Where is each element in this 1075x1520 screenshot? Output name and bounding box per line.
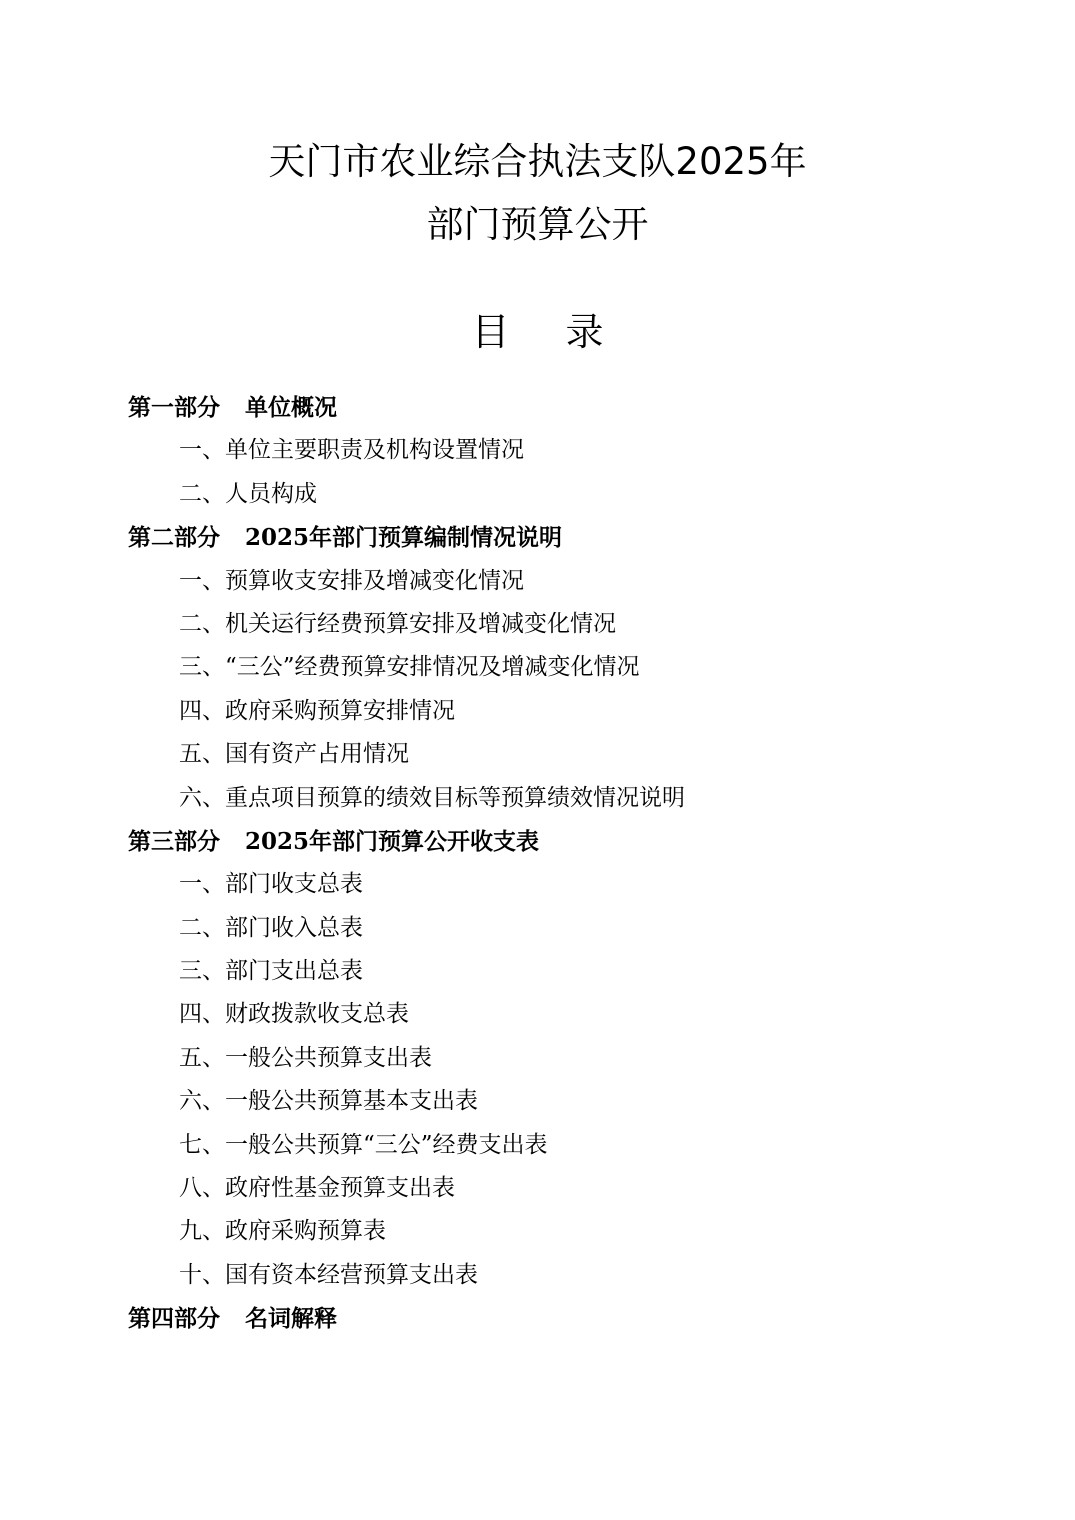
toc-heading: 目录 — [471, 310, 660, 354]
toc-item[interactable]: 二、机关运行经费预算安排及增减变化情况 — [179, 610, 616, 637]
toc-part-4[interactable] — [0, 1297, 1075, 1340]
toc-item[interactable]: 五、国有资产占用情况 — [179, 741, 409, 768]
part-label: 第一部分 — [128, 394, 220, 421]
toc-part-3[interactable] — [0, 820, 1075, 863]
title-line-1: 天门市农业综合执法支队2025年 — [268, 140, 807, 183]
toc-item[interactable]: 四、财政拨款收支总表 — [179, 1001, 409, 1028]
toc-item[interactable]: 一、预算收支安排及增减变化情况 — [179, 567, 524, 594]
toc-item[interactable]: 十、国有资本经营预算支出表 — [179, 1261, 478, 1288]
toc-item[interactable]: 六、一般公共预算基本支出表 — [179, 1088, 478, 1115]
toc-part-2[interactable] — [0, 516, 1075, 559]
table-of-contents — [0, 386, 1075, 1341]
title-line-2: 部门预算公开 — [426, 203, 649, 246]
part-title: 2025年部门预算公开收支表 — [245, 827, 540, 855]
document-title — [0, 130, 1075, 256]
toc-item[interactable]: 一、单位主要职责及机构设置情况 — [179, 437, 524, 464]
toc-item[interactable]: 七、一般公共预算“三公”经费支出表 — [179, 1131, 548, 1158]
toc-item[interactable]: 一、部门收支总表 — [179, 871, 363, 898]
part-title: 单位概况 — [245, 394, 337, 421]
part-title: 2025年部门预算编制情况说明 — [245, 524, 563, 552]
toc-item[interactable]: 五、一般公共预算支出表 — [179, 1044, 432, 1071]
toc-item[interactable]: 三、部门支出总表 — [179, 958, 363, 985]
toc-item[interactable]: 六、重点项目预算的绩效目标等预算绩效情况说明 — [179, 784, 685, 811]
part-label: 第四部分 — [128, 1305, 220, 1333]
toc-item[interactable]: 二、部门收入总表 — [179, 914, 363, 941]
part-label: 第三部分 — [128, 827, 220, 855]
toc-item[interactable]: 四、政府采购预算安排情况 — [179, 697, 455, 724]
part-label: 第二部分 — [128, 524, 220, 552]
toc-item[interactable]: 二、人员构成 — [179, 480, 317, 507]
toc-item[interactable]: 三、“三公”经费预算安排情况及增减变化情况 — [179, 654, 640, 681]
toc-part-1[interactable] — [0, 386, 1075, 429]
part-title: 名词解释 — [245, 1305, 337, 1333]
toc-item[interactable]: 八、政府性基金预算支出表 — [179, 1175, 455, 1202]
toc-item[interactable]: 九、政府采购预算表 — [179, 1218, 386, 1245]
